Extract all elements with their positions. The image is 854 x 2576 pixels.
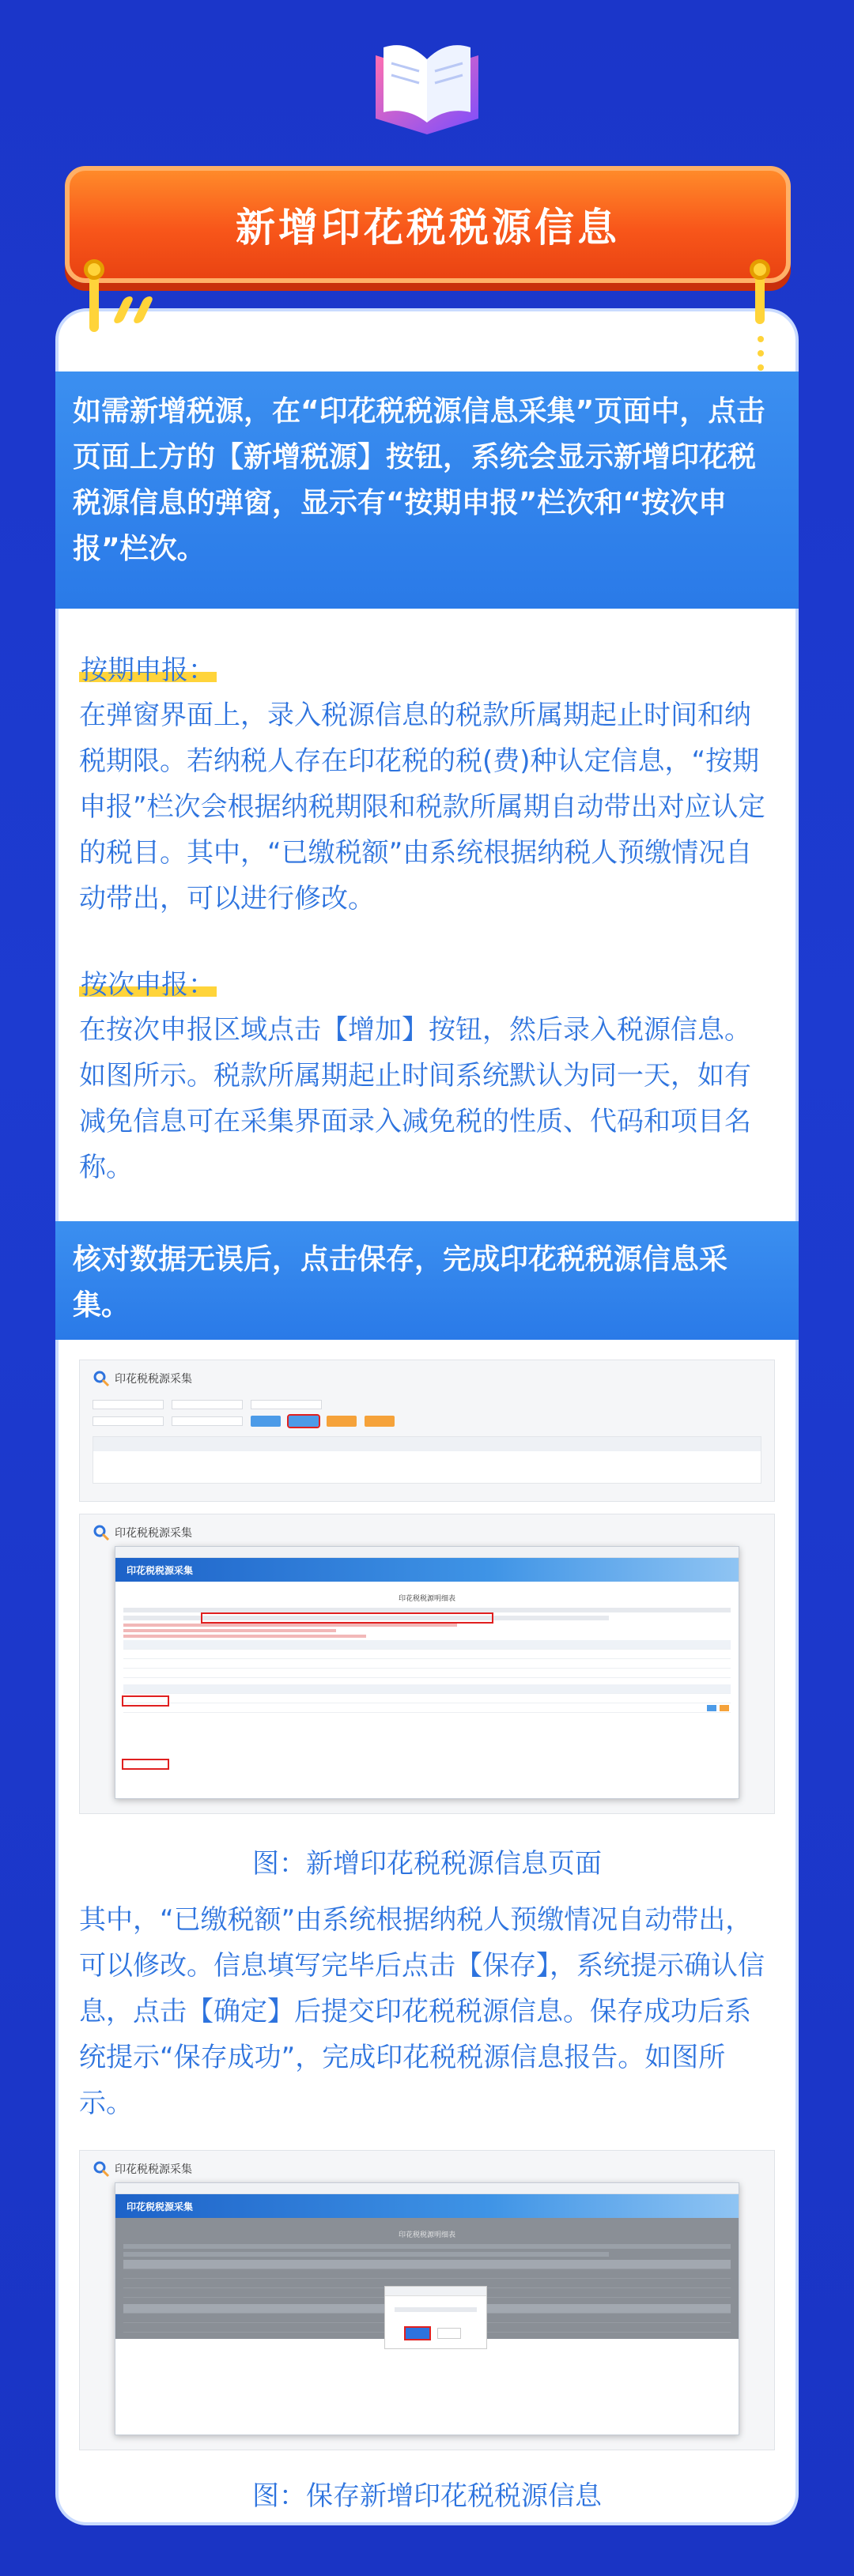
modal-dialog (115, 1546, 739, 1799)
highlight-period (201, 1612, 493, 1624)
filter-input[interactable] (93, 1400, 164, 1409)
source-table (93, 1436, 761, 1484)
modal-header: 印花税税源采集 (115, 1558, 739, 1582)
pin-icon (84, 259, 104, 280)
confirm-dialog (384, 2286, 487, 2349)
screenshot-save-confirm (79, 2150, 775, 2450)
filter-input[interactable] (251, 1400, 322, 1409)
magnifier-icon (93, 1370, 110, 1387)
screenshot-new-source (79, 1514, 775, 1814)
title-banner (65, 166, 791, 283)
modal-dialog (115, 2182, 739, 2435)
app-title: 印花税税源采集 (115, 1526, 192, 1539)
summary-block (55, 1221, 799, 1340)
action-button[interactable] (365, 1416, 395, 1427)
date-input[interactable] (93, 1416, 164, 1426)
pertime-heading: 按次申报： (81, 969, 215, 1001)
figure2-caption: 图：保存新增印花税税源信息 (252, 2480, 602, 2512)
delete-button[interactable] (720, 1705, 729, 1711)
deco-dot (758, 350, 764, 356)
cancel-button[interactable] (437, 2328, 461, 2339)
summary-text: 核对数据无误后，点击保存，完成印花税税源信息采集。 (73, 1243, 728, 1322)
table-body (93, 1451, 761, 1483)
periodic-text: 在弹窗界面上，录入税源信息的税款所属期起止时间和纳税期限。若纳税人存在印花税的税(费)种认定信息，“按期申报”栏次会根据纳税期限和税款所属期自动带出对应认定的税目。其中，“已缴税额”由系统根据纳税人预缴情况自动带出，可以进行修改。 (79, 700, 765, 915)
confirm-button[interactable] (406, 2328, 429, 2339)
page-title: 新增印花税税源信息 (236, 205, 620, 251)
app-header (80, 1360, 774, 1397)
pertime-text: 在按次申报区域点击【增加】按钮，然后录入税源信息。如图所示。税款所属期起止时间系统默认为同一天，如有减免信息可在采集界面录入减免税的性质、代码和项目名称。 (79, 1014, 751, 1183)
table-header (93, 1437, 761, 1451)
deco-dot (758, 336, 764, 342)
form-title: 印花税税源明细表 (398, 1594, 455, 1602)
intro-text: 如需新增税源，在“印花税税源信息采集”页面中，点击页面上方的【新增税源】按钮，系统会显示新增印花税税源信息的弹窗，显示有“按期申报”栏次和“按次申报”栏次。 (73, 395, 765, 565)
app-title: 印花税税源采集 (115, 2163, 192, 2175)
save-button[interactable] (707, 1705, 716, 1711)
deco-dot (758, 364, 764, 371)
modal-titlebar (115, 1547, 739, 1558)
form-title: 印花税税源明细表 (398, 2231, 455, 2238)
body2-text: 其中，“已缴税额”由系统根据纳税人预缴情况自动带出，可以修改。信息填写完毕后点击【保存】，系统提示确认信息，点击【确定】后提交印花税税源信息。保存成功后系统提示“保存成功”，完成印花税税源信息报告。如图所示。 (79, 1904, 765, 2119)
magnifier-icon (93, 2160, 110, 2178)
add-source-button[interactable] (289, 1416, 319, 1427)
periodic-heading: 按期申报： (81, 654, 215, 686)
figure1-caption: 图：新增印花税税源信息页面 (252, 1848, 602, 1880)
modal-body (115, 1582, 739, 1719)
filter-input[interactable] (172, 1400, 243, 1409)
action-button[interactable] (327, 1416, 357, 1427)
magnifier-icon (93, 1524, 110, 1541)
modal-titlebar (115, 2183, 739, 2194)
date-input[interactable] (172, 1416, 243, 1426)
app-title: 印花税税源采集 (115, 1372, 192, 1385)
button-row (80, 1412, 774, 1430)
highlight-pertime-row (122, 1759, 169, 1770)
book-icon (360, 24, 494, 142)
screenshot-list-page (79, 1360, 775, 1502)
intro-block (55, 372, 799, 609)
query-button[interactable] (251, 1416, 281, 1427)
filter-row (80, 1397, 774, 1412)
pin-icon (750, 259, 770, 280)
modal-header: 印花税税源采集 (115, 2194, 739, 2218)
highlight-periodic-row (122, 1695, 169, 1707)
